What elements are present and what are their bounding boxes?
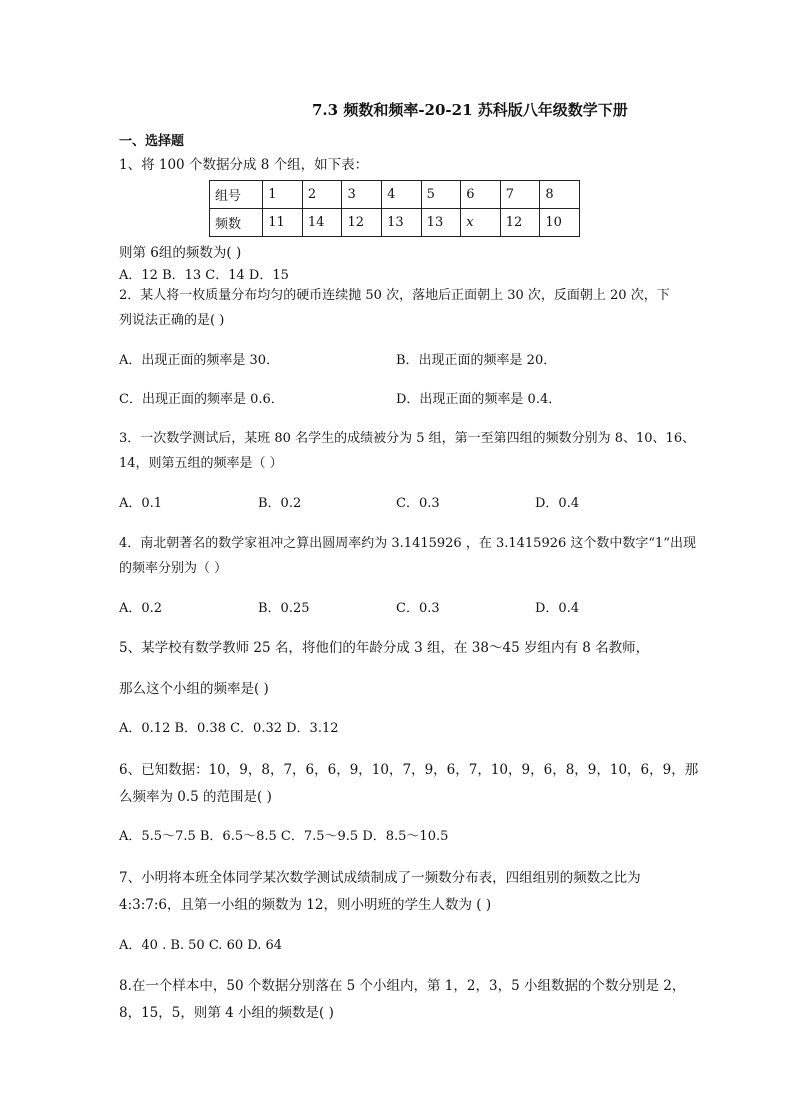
table-cell: 5 [421, 181, 461, 209]
q7-line2: 4:3:7:6，且第一小组的频数为 12，则小明班的学生人数为 ( ) [119, 897, 492, 913]
table-cell: 6 [461, 181, 500, 209]
q2-line1: 2．某人将一枚质量分布均匀的硬币连续抛 50 次，落地后正面朝上 30 次，反面朝上 20 次，下 [119, 288, 670, 303]
table-cell: 13 [421, 209, 461, 237]
q6-line2: 么频率为 0.5 的范围是( ) [119, 789, 272, 805]
q2-option-c: C．出现正面的频率是 0.6． [119, 392, 284, 407]
table-cell: 12 [342, 209, 382, 237]
q4-line2: 的频率分别为（ ） [119, 561, 228, 576]
q5-line2: 那么这个小组的频率是( ) [119, 681, 269, 697]
q7-line1: 7、小明将本班全体同学某次数学测试成绩制成了一频数分布表，四组组别的频数之比为 [119, 870, 641, 886]
table-cell: 频数 [210, 209, 263, 237]
q5-line1: 5、某学校有数学教师 25 名，将他们的年龄分成 3 组，在 38～45 岁组内有 8 名教师， [119, 640, 650, 656]
q3-option-b: B．0.2 [258, 496, 302, 511]
table-cell: 8 [540, 181, 580, 209]
q2-option-b: B．出现正面的频率是 20． [396, 353, 557, 368]
q8-line1: 8.在一个样本中，50 个数据分别落在 5 个小组内，第 1，2，3，5 小组数据的个数分别是 2， [119, 978, 686, 994]
q4-option-c: C．0.3 [396, 601, 440, 616]
q3-line1: 3．一次数学测试后，某班 80 名学生的成绩被分为 5 组，第一至第四组的频数分别为 8、10、16、 [119, 431, 696, 446]
q2-line2: 列说法正确的是( ) [119, 313, 225, 328]
q6-options: A．5.5～7.5 B．6.5～8.5 C．7.5～9.5 D．8.5～10.5 [119, 829, 449, 844]
table-cell: 2 [302, 181, 342, 209]
table-cell: x [461, 209, 500, 237]
table-row-frequency [210, 209, 580, 237]
page-title: 7.3 频数和频率-20-21 苏科版八年级数学下册 [312, 101, 628, 119]
q7-options: A．40 . B. 50 C. 60 D. 64 [119, 938, 283, 953]
section-heading: 一、选择题 [119, 134, 185, 149]
q3-option-d: D．0.4 [535, 496, 580, 511]
frequency-table [209, 180, 580, 237]
table-cell: 12 [500, 209, 540, 237]
table-cell: 4 [382, 181, 422, 209]
q4-option-b: B．0.25 [258, 601, 310, 616]
q5-options: A．0.12 B．0.38 C．0.32 D．3.12 [119, 721, 339, 736]
q6-line1: 6、已知数据：10，9，8，7，6，6，9，10，7，9，6，7，10，9，6，8，9，10，6，9，那 [119, 762, 699, 778]
table-cell: 1 [263, 181, 303, 209]
q4-option-d: D．0.4 [535, 601, 580, 616]
table-cell: 3 [342, 181, 382, 209]
table-cell: 14 [302, 209, 342, 237]
q2-option-a: A．出现正面的频率是 30． [119, 353, 280, 368]
q1-stem: 1、将 100 个数据分成 8 个组，如下表： [119, 157, 369, 173]
q4-line1: 4．南北朝著名的数学家祖冲之算出圆周率约为 3.1415926 ，在 3.1415926 这个数中数字“1”出现 [119, 536, 696, 551]
q8-line2: 8，15，5，则第 4 小组的频数是( ) [119, 1005, 334, 1021]
q1-question: 则第 6组的频数为( ) [119, 245, 242, 261]
q3-option-a: A．0.1 [119, 496, 163, 511]
table-cell: 组号 [210, 181, 263, 209]
q1-options: A．12 B．13 C．14 D．15 [119, 268, 289, 283]
q4-option-a: A．0.2 [119, 601, 163, 616]
q2-option-d: D．出现正面的频率是 0.4． [396, 392, 562, 407]
table-cell: 11 [263, 209, 303, 237]
table-cell: 7 [500, 181, 540, 209]
table-row-group [210, 181, 580, 209]
table-cell: 10 [540, 209, 580, 237]
table-cell: 13 [382, 209, 422, 237]
q3-line2: 14，则第五组的频率是（ ） [119, 456, 283, 471]
q3-option-c: C．0.3 [396, 496, 440, 511]
